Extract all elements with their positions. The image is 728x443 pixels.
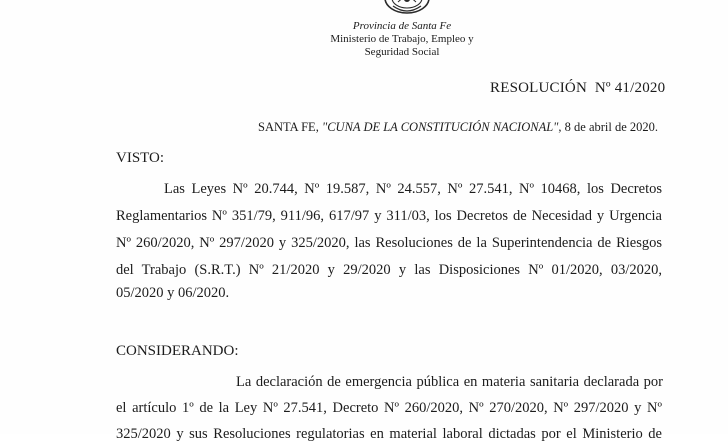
considerando-line-1: La declaración de emergencia pública en materia sanitaria declarada por	[236, 374, 663, 390]
visto-line-4: del Trabajo (S.R.T.) Nº 21/2020 y 29/2020 y las Disposiciones Nº 01/2020, 03/2020,	[116, 262, 662, 278]
date-city: SANTA FE,	[258, 120, 322, 134]
visto-heading: VISTO:	[116, 150, 165, 166]
visto-line-1: Las Leyes Nº 20.744, Nº 19.587, Nº 24.557, Nº 27.541, Nº 10468, los Decretos	[164, 181, 662, 197]
visto-line-5: 05/2020 y 06/2020.	[116, 285, 230, 301]
date-line	[258, 120, 658, 135]
visto-line-2: Reglamentarios Nº 351/79, 911/96, 617/97 y 311/03, los Decretos de Necesidad y Urgencia	[116, 208, 662, 224]
considerando-line-3: 325/2020 y sus Resoluciones regulatorias en material laboral dictadas por el Ministerio de	[116, 426, 662, 442]
province-seal-emblem	[381, 0, 433, 16]
considerando-line-2: el artículo 1º de la Ley Nº 27.541, Decreto Nº 260/2020, Nº 270/2020, Nº 297/2020 y Nº	[116, 400, 662, 416]
resolution-number: RESOLUCIÓN Nº 41/2020	[490, 80, 666, 96]
considerando-heading: CONSIDERANDO:	[116, 343, 239, 359]
visto-line-3: Nº 260/2020, Nº 297/2020 y 325/2020, las Resoluciones de la Superintendencia de Riesgos	[116, 235, 662, 251]
province-name: Provincia de Santa Fe	[352, 20, 452, 32]
ministry-name: Ministerio de Trabajo, Empleo y	[330, 33, 474, 45]
date-motto: "CUNA DE LA CONSTITUCIÓN NACIONAL"	[321, 120, 559, 134]
date-value: , 8 de abril de 2020.	[558, 120, 659, 134]
ministry-name-line2: Seguridad Social	[364, 46, 440, 58]
